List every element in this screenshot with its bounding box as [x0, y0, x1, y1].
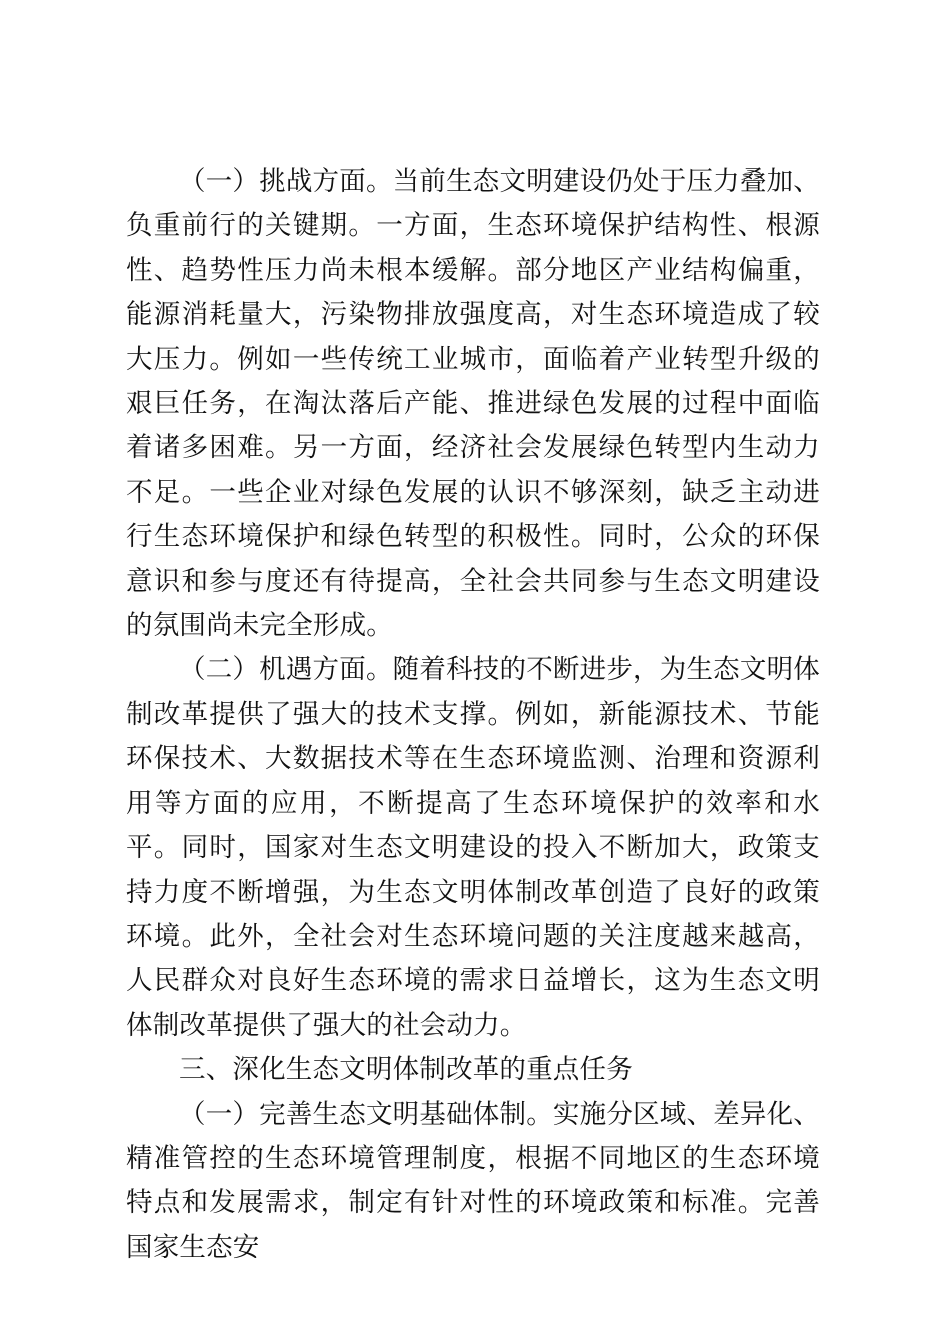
paragraph-challenges: （一）挑战方面。当前生态文明建设仍处于压力叠加、负重前行的关键期。一方面，生态环境保护结构性、根源性、趋势性压力尚未根本缓解。部分地区产业结构偏重，能源消耗量大，污染物排放强度高，对生态环境造成了较大压力。例如一些传统工业城市，面临着产业转型升级的艰巨任务，在淘汰落后产能、推进绿色发展的过程中面临着诸多困难。另一方面，经济社会发展绿色转型内生动力不足。一些企业对绿色发展的认识不够深刻，缺乏主动进行生态环境保护和绿色转型的积极性。同时，公众的环保意识和参与度还有待提高，全社会共同参与生态文明建设的氛围尚未完全形成。	[126, 166, 820, 642]
paragraph-basic-system: （一）完善生态文明基础体制。实施分区域、差异化、精准管控的生态环境管理制度，根据不同地区的生态环境特点和发展需求，制定有针对性的环境政策和标准。完善国家生态安	[126, 1098, 820, 1263]
paragraph-opportunities: （二）机遇方面。随着科技的不断进步，为生态文明体制改革提供了强大的技术支撑。例如，新能源技术、节能环保技术、大数据技术等在生态环境监测、治理和资源利用等方面的应用，不断提高了生态环境保护的效率和水平。同时，国家对生态文明建设的投入不断加大，政策支持力度不断增强，为生态文明体制改革创造了良好的政策环境。此外，全社会对生态环境问题的关注度越来越高，人民群众对良好生态环境的需求日益增长，这为生态文明体制改革提供了强大的社会动力。	[126, 654, 820, 1041]
section-heading-key-tasks: 三、深化生态文明体制改革的重点任务	[179, 1054, 633, 1086]
document-body	[126, 160, 820, 1270]
